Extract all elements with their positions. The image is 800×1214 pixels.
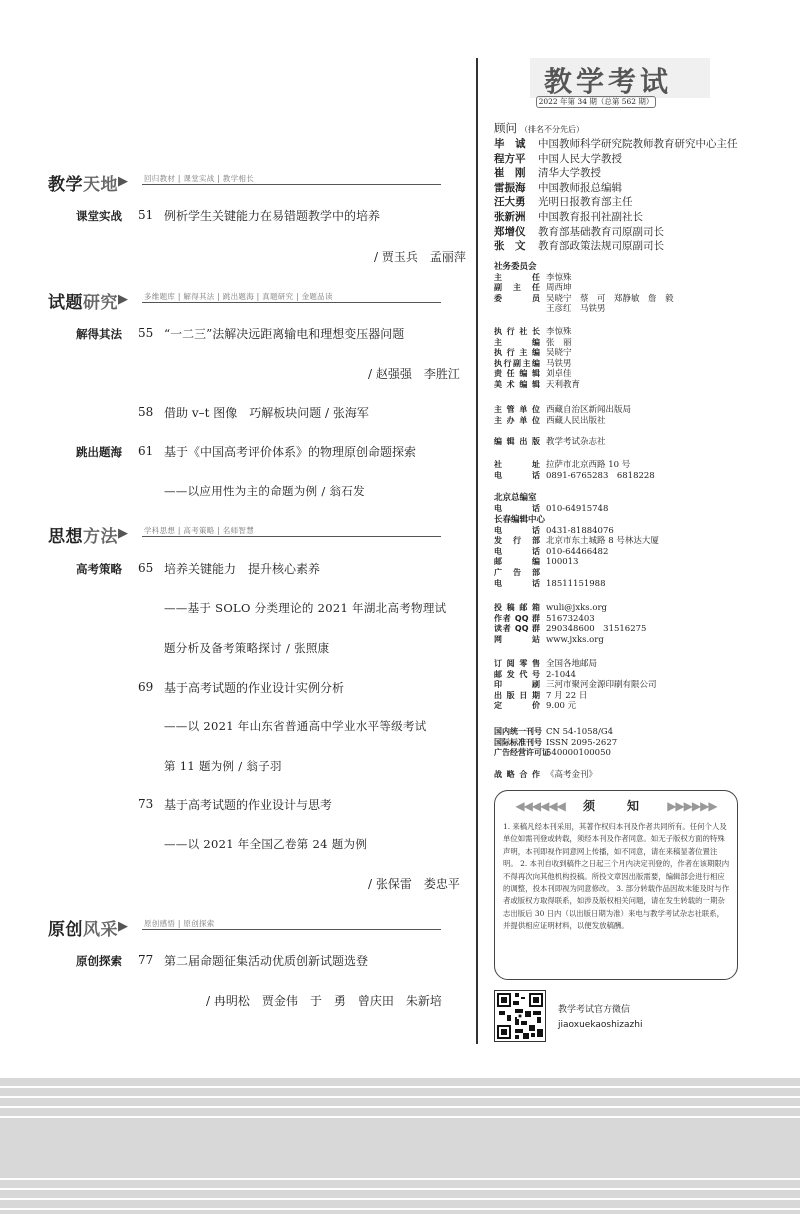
article-author: / 赵强强 李胜江 [368,367,460,381]
info-row [494,348,580,359]
info-key: 电 话 [494,546,540,556]
info-row [494,327,580,338]
info-key: 国际标准刊号 [494,737,542,747]
arrows-right-icon: ▶▶▶▶▶▶ [667,799,717,813]
info-row [494,557,659,568]
arrow-icon: ▶ [118,292,128,307]
info-row [494,680,657,691]
article-subtitle: ——以应用性为主的命题为例 / 翁石发 [164,484,365,498]
info-row [494,304,674,315]
info-value: 0431-81884076 [546,525,614,536]
wechat-qr-code[interactable] [494,990,546,1042]
article-title[interactable]: 例析学生关键能力在易错题教学中的培养 [164,209,381,223]
advisor-name: 张 文 [494,240,526,253]
advisor-name: 张新洲 [494,211,526,223]
info-value: ISSN 2095-2627 [546,737,618,748]
info-row [494,338,580,349]
article-subtitle: ——以 2021 年山东省普通高中学业水平等级考试 [164,719,427,733]
info-key: 执行主编 [494,348,540,358]
article-subtitle: 第 11 题为例 / 翁子羽 [164,759,282,773]
info-key: 作者 QQ 群 [494,613,540,623]
info-key: 出版日期 [494,690,540,700]
category-label: 跳出题海 [76,445,122,459]
beijing-office [494,493,608,514]
article-title[interactable]: 基于高考试题的作业设计与思考 [164,798,333,812]
arrow-icon: ▶ [118,919,128,934]
info-row [494,359,580,370]
section-title: 思想方法 [48,527,118,547]
info-row [494,416,631,427]
section-title: 原创风采 [48,920,118,940]
section-header [46,522,441,550]
partner-info: 战略合作 《高考金刊》 [494,770,598,780]
info-value: 吴晓宁 蔡 可 郑静敏 詹 毅 [546,293,674,304]
info-value: 天利教育 [546,379,581,390]
advisor-row [494,224,664,239]
advisor-row [494,209,643,224]
article-author: / 张保雷 娄忠平 [368,877,460,891]
advisor-title: 中国教师科学研究院教师教育研究中心主任 [538,138,738,150]
divider [142,302,441,303]
edit-publish-info [494,437,606,448]
info-row [494,603,646,614]
advisor-title: 中国教育报刊社副社长 [538,211,643,223]
contact-info [494,603,646,645]
info-key: 发行部 [494,536,540,546]
advisor-title: 教育部政策法规司原副司长 [538,240,664,253]
column-divider [476,58,478,1044]
editorial-staff [494,327,580,391]
info-row [494,691,657,702]
info-row [494,568,659,579]
info-value: 北京市东土城路 8 号林达大厦 [546,536,659,547]
info-value: 李惊殊 [546,272,572,283]
info-key: 编辑出版 [494,437,540,446]
info-value: 拉萨市北京西路 10 号 [546,460,631,470]
arrow-icon: ▶ [118,174,128,189]
info-value: 516732403 [546,613,595,624]
info-row [494,579,659,590]
info-value: 010-64466482 [546,546,609,557]
article-subtitle: ——以 2021 年全国乙卷第 24 题为例 [164,837,368,851]
article-author: / 贾玉兵 孟丽萍 [374,250,466,264]
page-number: 77 [138,953,154,967]
issue-number: 2022 年第 34 期（总第 562 期） [536,96,656,108]
advisor-title: 中国教师报总编辑 [538,181,622,194]
page-number: 58 [138,405,154,419]
info-row [494,526,659,537]
info-key: 委 员 [494,293,540,303]
info-key: 广告部 [494,567,540,577]
section-header [46,288,441,316]
info-value: 马铁男 [546,358,572,369]
arrow-icon: ▶ [118,526,128,541]
info-key: 社 址 [494,460,540,469]
committee-heading: 社务委员会 [494,262,537,272]
info-row [494,738,617,749]
section-tags: 学科思想 | 高考策略 | 名师智慧 [144,526,254,535]
info-row [494,369,580,380]
info-key: 投稿邮箱 [494,603,540,612]
advisor-name: 崔 刚 [494,167,526,180]
page-number: 55 [138,326,154,340]
info-key: 副主任 [494,283,540,293]
advisor-name: 汪大勇 [494,196,526,209]
info-key: 定 价 [494,701,540,711]
advisor-name: 雷振海 [494,181,526,194]
advisor-title: 清华大学教授 [538,167,601,180]
info-key: 电 话 [494,503,540,513]
category-label: 解得其法 [76,327,122,341]
advisor-name: 程方平 [494,152,526,165]
changchun-office [494,515,659,589]
info-key: 电 话 [494,578,540,588]
info-key: 主 任 [494,272,540,282]
article-title[interactable]: 基于高考试题的作业设计实例分析 [164,681,345,695]
page-number: 61 [138,444,154,458]
info-key: 执行社长 [494,327,540,336]
info-row [494,536,659,547]
info-value: 010-64915748 [546,503,609,514]
info-value: 王彦红 马铁男 [546,304,606,315]
article-title[interactable]: 基于《中国高考评价体系》的物理原创命题探索 [164,445,417,459]
table-of-contents [46,0,464,1214]
info-key: 邮 编 [494,557,540,567]
advisor-row [494,165,601,180]
info-row [494,748,617,759]
info-row [494,635,646,646]
info-key: 美术编辑 [494,379,540,389]
section-header [46,170,441,198]
address-info [494,460,655,481]
advisor-row [494,238,664,253]
info-value: 张 丽 [546,337,572,348]
info-value: 7 月 22 日 [546,690,588,701]
registration-codes [494,727,617,759]
advisor-row [494,180,622,195]
info-value: 290348600 31516275 [546,624,647,635]
category-label: 原创探索 [76,954,122,968]
category-label: 课堂实战 [76,209,122,223]
advisor-row [494,136,738,151]
info-row [494,405,631,416]
advisor-name: 毕 诚 [494,138,526,150]
info-key: 主管单位 [494,405,540,414]
info-key: 电 话 [494,470,540,480]
info-row [494,727,617,738]
info-value: 三河市聚河金源印刷有限公司 [546,680,657,691]
info-value: 教学考试杂志社 [546,437,606,447]
info-value: 刘卓佳 [546,369,572,380]
advisors-heading: 顾问 （排名不分先后） [494,121,584,135]
info-value: 2-1044 [546,669,576,680]
info-value: CN 54-1058/G4 [546,727,614,737]
arrows-left-icon: ◀◀◀◀◀◀ [515,799,565,813]
info-row [494,614,646,625]
section-title: 教学天地 [48,175,118,195]
info-key: 主办单位 [494,415,540,425]
section-tags: 回归教材 | 课堂实战 | 教学相长 [144,174,254,183]
info-row [494,659,657,670]
info-value: 9.00 元 [546,701,577,712]
info-value: 周西坤 [546,283,572,294]
beijing-heading: 北京总编室 [494,493,537,503]
info-key: 订阅零售 [494,659,540,668]
notice-body: 1. 来稿凡经本刊采用，其著作权归本刊及作者共同所有。任何个人及单位如需刊登或转载，须经本刊及作者同意。如无子版权方面的特殊声明，本刊即视作同意网上传播，如不同意，请在来稿显著位置注明。 2. 本刊自收到稿件之日起三个月内决定刊登的，作者在该期限内不得再次向其他机构投稿。所投文章因出版需要，编辑部会进行相应的调整，投本刊即视为同意修改。 3. 部分转载作品因故未能及时与作者或版权方取得联系，如涉及版权相关问题，请在发生转载的一期杂志出版后 30 日内（以出版日期为准）来电与教学考试杂志社联系，并提供相应证明材料，以便发放稿酬。 [503,822,730,931]
info-value: 吴晓宁 [546,348,572,359]
info-key: 电 话 [494,525,540,535]
info-key: 广告经营许可证 [494,748,550,758]
advisor-name: 郑增仪 [494,225,526,238]
article-title[interactable]: 培养关键能力 提升核心素养 [164,562,321,576]
notice-box [494,790,738,980]
info-key: 网 站 [494,634,540,644]
info-row [494,460,655,471]
advisor-row [494,194,633,209]
info-value: 18511151988 [546,578,606,589]
info-row [494,294,674,305]
info-value: 西藏自治区新闻出版局 [546,405,632,415]
info-row [494,670,657,681]
wechat-id: jiaoxuekaoshizazhi [558,1020,643,1030]
distribution-info [494,659,657,712]
info-row [494,380,580,391]
magazine-logo: 教学考试 [530,58,710,98]
info-row [494,701,657,712]
info-value: 0891-6765283 6818228 [546,470,655,481]
info-row [494,283,674,294]
section-header [46,915,441,943]
info-row [494,547,659,558]
advisor-row [494,151,622,166]
divider [142,184,441,185]
advisor-title: 教育部基础教育司原副司长 [538,225,664,238]
divider [142,929,441,930]
info-key: 印 刷 [494,680,540,690]
page-number: 73 [138,797,154,811]
info-row [494,624,646,635]
article-title[interactable]: “一二三”法解决远距离输电和理想变压器问题 [164,327,405,341]
info-key: 主 编 [494,337,540,347]
info-value: 西藏人民出版社 [546,415,606,426]
qr-code-icon [495,991,545,1041]
page-number: 65 [138,561,154,575]
article-author: / 冉明松 贾金伟 于 勇 曾庆田 朱新培 [206,994,442,1008]
advisor-title: 中国人民大学教授 [538,152,622,165]
info-key: 责任编辑 [494,369,540,379]
info-key: 执行副主编 [494,358,540,368]
divider [142,536,441,537]
committee-section [494,262,674,315]
wechat-label: 教学考试官方微信 [558,1005,631,1015]
info-key: 国内统一刊号 [494,727,542,736]
info-row [494,471,655,482]
info-value: 全国各地邮局 [546,659,598,669]
info-value: 李惊殊 [546,327,572,337]
section-tags: 多维题库 | 解得其法 | 跳出题海 | 真题研究 | 金题品读 [144,292,333,301]
notice-heading: ◀◀◀◀◀◀ 须 知 ▶▶▶▶▶▶ [515,799,717,813]
info-value: wuli@jxks.org [546,603,607,613]
info-key: 邮发代号 [494,669,540,679]
changchun-heading: 长春编辑中心 [494,515,546,525]
article-subtitle: 题分析及备考策略探讨 / 张照康 [164,641,330,655]
decorative-stripes [0,1078,800,1214]
article-title[interactable]: 第二届命题征集活动优质创新试题选登 [164,954,369,968]
page-number: 51 [138,208,154,222]
info-value: 540000100050 [546,748,611,759]
section-tags: 原创感悟 | 原创探索 [144,919,215,928]
category-label: 高考策略 [76,562,122,576]
info-key: 读者 QQ 群 [494,624,540,634]
wechat-info [558,1003,642,1033]
article-title[interactable]: 借助 v–t 图像 巧解板块问题 / 张海军 [164,406,369,420]
info-row [494,504,608,515]
info-row [494,273,674,284]
page-number: 69 [138,680,154,694]
article-subtitle: ——基于 SOLO 分类理论的 2021 年湖北高考物理试 [164,601,447,615]
info-value: 100013 [546,557,579,568]
advisor-title: 光明日报教育部主任 [538,196,633,209]
publisher-info [494,405,631,426]
section-title: 试题研究 [48,293,118,313]
info-value: www.jxks.org [546,634,604,645]
